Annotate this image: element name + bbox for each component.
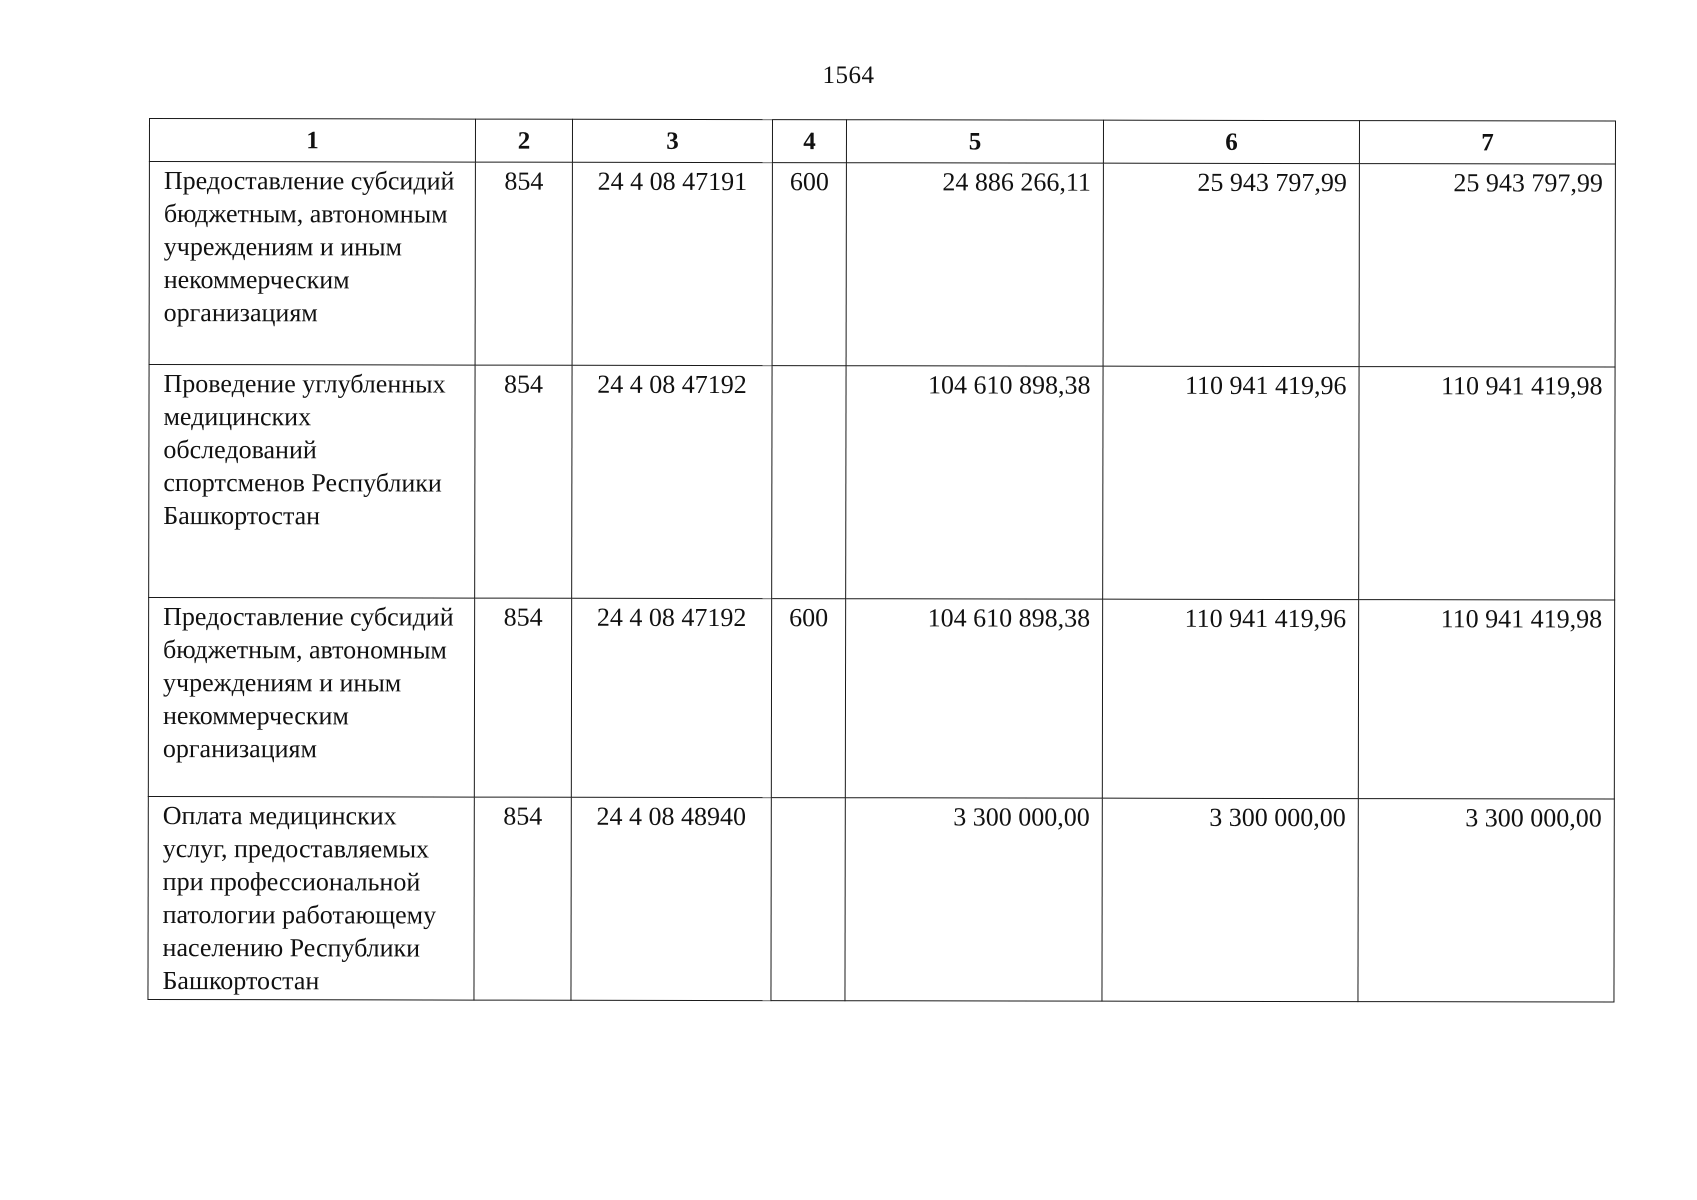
row-name-cell: Предоставление субсидий бюджетным, автономным учреждениям и иным некоммерческим организациям [148,598,474,798]
table-row [149,365,1615,601]
amount-cell: 104 610 898,38 [846,366,1103,599]
target-article-cell: 24 4 08 48940 [571,797,771,1000]
target-article-cell: 24 4 08 47191 [572,162,772,365]
row-name-cell: Оплата медицинских услуг, предоставляемых при профессиональной патологии работающему населению Республики Башкортостан [148,796,474,1000]
amount-cell: 3 300 000,00 [845,798,1102,1001]
amount-cell: 110 941 419,96 [1103,366,1359,599]
ministry-code-cell: 854 [475,365,572,598]
column-header: 6 [1103,120,1359,163]
budget-table [147,118,1616,1003]
column-header: 2 [475,119,572,162]
amount-cell: 110 941 419,98 [1359,367,1615,600]
ministry-code-cell: 854 [475,162,572,365]
target-article-cell: 24 4 08 47192 [571,598,771,797]
page-number: 1564 [822,62,875,89]
amount-cell: 110 941 419,96 [1102,599,1358,798]
expense-type-cell [772,366,846,599]
column-header: 5 [846,120,1103,163]
column-header: 3 [572,119,772,162]
amount-cell: 25 943 797,99 [1103,163,1359,366]
expense-type-cell: 600 [772,163,846,366]
column-header: 1 [149,119,475,163]
row-name-cell: Проведение углубленных медицинских обследований спортсменов Республики Башкортостан [149,365,475,599]
ministry-code-cell: 854 [474,598,571,797]
row-name-cell: Предоставление субсидий бюджетным, автономным учреждениям и иным некоммерческим организациям [149,162,475,366]
amount-cell: 25 943 797,99 [1359,164,1615,367]
amount-cell: 3 300 000,00 [1102,798,1358,1001]
ministry-code-cell: 854 [474,797,571,1000]
amount-cell: 3 300 000,00 [1358,799,1614,1002]
table-row [148,598,1614,800]
column-header: 4 [772,120,846,163]
expense-type-cell: 600 [771,599,845,798]
target-article-cell: 24 4 08 47192 [572,365,772,598]
column-header: 7 [1359,121,1615,164]
amount-cell: 110 941 419,98 [1358,600,1614,799]
table-header-row [149,119,1615,165]
table-row [149,162,1615,368]
amount-cell: 104 610 898,38 [845,599,1102,798]
expense-type-cell [771,798,845,1001]
amount-cell: 24 886 266,11 [846,163,1103,366]
table-row [148,796,1614,1002]
